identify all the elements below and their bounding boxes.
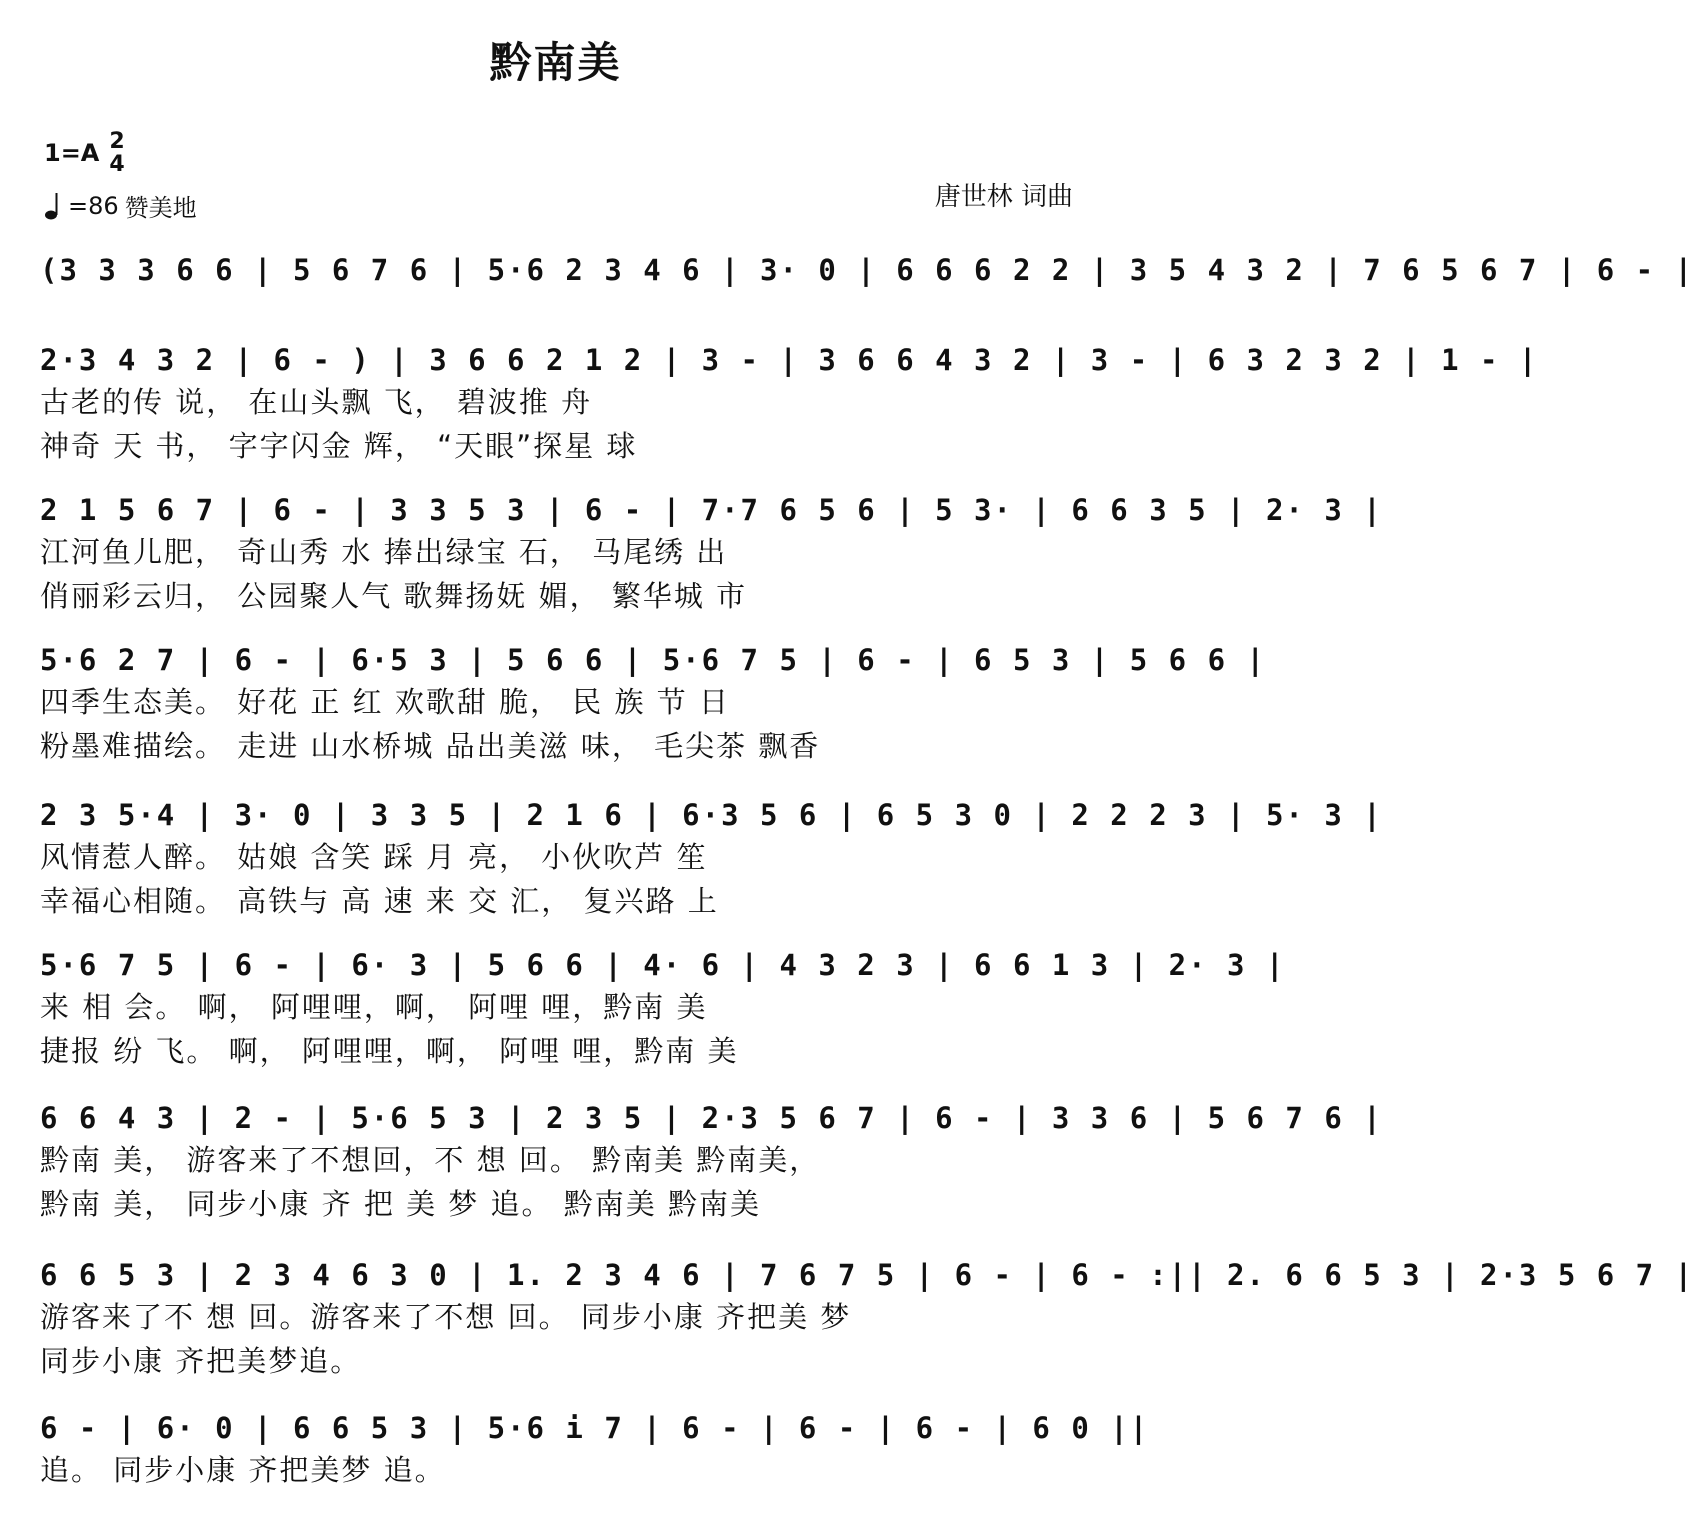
song-meta [44, 130, 197, 223]
lyric-verse-1: 古老的传 说， 在山头飘 飞， 碧波推 舟 [40, 385, 593, 419]
song-title: 黔南美 [489, 38, 622, 87]
lyric-verse-2: 同步小康 齐把美梦追。 [40, 1344, 362, 1378]
notation-line: 5·6 2 7 | 6 - | 6·5 3 | 5 6 6 | 5·6 7 5 | 6 - | 6 5 3 | 5 6 6 | [40, 643, 1266, 677]
score-system-6 [40, 945, 1286, 1073]
lyric-verse-1: 四季生态美。 好花 正 红 欢歌甜 脆， 民 族 节 日 [40, 685, 730, 719]
composer-credit: 唐世林 词曲 [934, 182, 1073, 212]
notation-line: 6 - | 6· 0 | 6 6 5 3 | 5·6 i 7 | 6 - | 6 - | 6 - | 6 0 || [40, 1411, 1150, 1445]
lyric-verse-2: 幸福心相随。 高铁与 高 速 来 交 汇， 复兴路 上 [40, 884, 719, 918]
tempo-expression: 赞美地 [124, 194, 197, 222]
notation-line: 2 3 5·4 | 3· 0 | 3 3 5 | 2 1 6 | 6·3 5 6 | 6 5 3 0 | 2 2 2 3 | 5· 3 | [40, 798, 1383, 832]
lyric-verse-2: 神奇 天 书， 字字闪金 辉， “天眼”探星 球 [40, 429, 638, 463]
key-signature-line [44, 130, 197, 176]
time-signature [109, 130, 124, 176]
notation-line: (3 3 3 6 6 | 5 6 7 6 | 5·6 2 3 4 6 | 3· 0 | 6 6 6 2 2 | 3 5 4 3 2 | 7 6 5 6 7 | 6 - | [40, 253, 1694, 287]
score-system-8 [40, 1255, 1694, 1383]
lyric-verse-1: 来 相 会。 啊， 阿哩哩，啊， 阿哩 哩，黔南 美 [40, 990, 708, 1024]
score-system-3 [40, 490, 1383, 618]
lyric-verse-1: 黔南 美， 游客来了不想回，不 想 回。 黔南美 黔南美， [40, 1143, 821, 1177]
time-signature-bottom: 4 [109, 152, 125, 177]
lyric-verse-1: 游客来了不 想 回。游客来了不想 回。 同步小康 齐把美 梦 [40, 1300, 852, 1334]
notation-line: 2 1 5 6 7 | 6 - | 3 3 5 3 | 6 - | 7·7 6 5 6 | 5 3· | 6 6 3 5 | 2· 3 | [40, 493, 1383, 527]
quarter-note-icon [44, 191, 62, 221]
lyric-verse-1: 江河鱼儿肥， 奇山秀 水 捧出绿宝 石， 马尾绣 出 [40, 535, 728, 569]
notation-line: 5·6 7 5 | 6 - | 6· 3 | 5 6 6 | 4· 6 | 4 3 2 3 | 6 6 1 3 | 2· 3 | [40, 948, 1286, 982]
tempo-line [44, 188, 197, 223]
tempo-bpm: =86 [68, 191, 119, 220]
key-signature: 1=A [44, 139, 100, 167]
score-system-9 [40, 1408, 1150, 1492]
lyric-verse-1: 追。 同步小康 齐把美梦 追。 [40, 1453, 446, 1487]
score-system-7 [40, 1098, 1383, 1226]
time-signature-top: 2 [109, 129, 125, 154]
lyric-verse-2: 俏丽彩云归， 公园聚人气 歌舞扬妩 媚， 繁华城 市 [40, 579, 748, 613]
lyric-verse-2: 粉墨难描绘。 走进 山水桥城 品出美滋 味， 毛尖茶 飘香 [40, 729, 821, 763]
lyric-verse-2: 黔南 美， 同步小康 齐 把 美 梦 追。 黔南美 黔南美 [40, 1187, 761, 1221]
lyric-verse-1: 风情惹人醉。 姑娘 含笑 踩 月 亮， 小伙吹芦 笙 [40, 840, 708, 874]
score-system-2 [40, 340, 1539, 468]
score-system-4 [40, 640, 1266, 768]
lyric-verse-2: 捷报 纷 飞。 啊， 阿哩哩，啊， 阿哩 哩，黔南 美 [40, 1034, 739, 1068]
score-system-5 [40, 795, 1383, 923]
score-system-1 [40, 250, 1694, 290]
notation-line: 6 6 4 3 | 2 - | 5·6 5 3 | 2 3 5 | 2·3 5 6 7 | 6 - | 3 3 6 | 5 6 7 6 | [40, 1101, 1383, 1135]
notation-line: 6 6 5 3 | 2 3 4 6 3 0 | 1. 2 3 4 6 | 7 6 7 5 | 6 - | 6 - :|| 2. 6 6 5 3 | 2·3 5 6 7 | [40, 1258, 1694, 1292]
notation-line: 2·3 4 3 2 | 6 - ) | 3 6 6 2 1 2 | 3 - | 3 6 6 4 3 2 | 3 - | 6 3 2 3 2 | 1 - | [40, 343, 1539, 377]
